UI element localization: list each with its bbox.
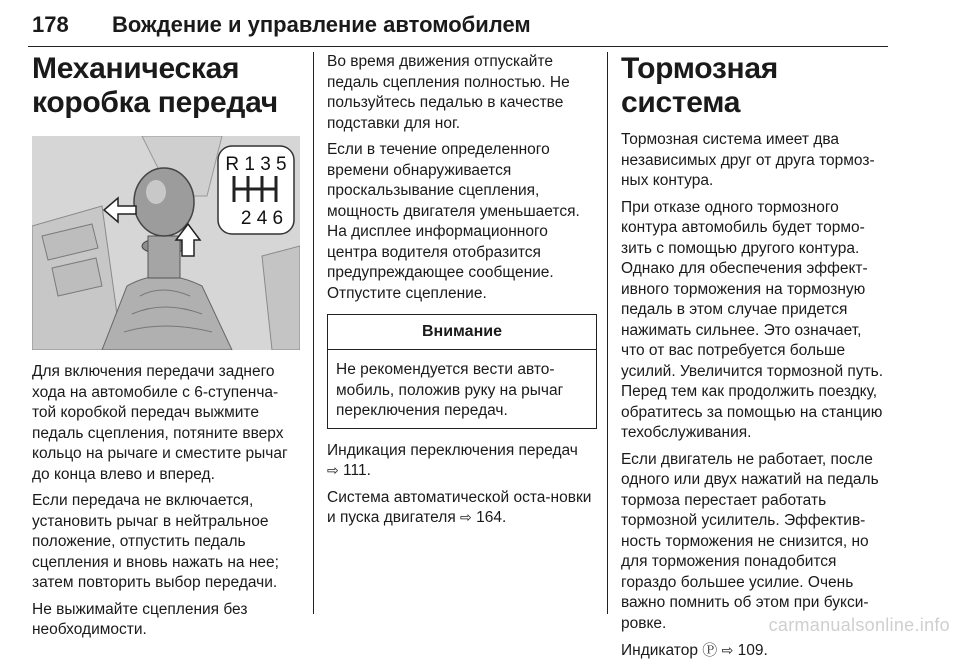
column-divider (607, 52, 608, 614)
column-middle (327, 52, 597, 535)
paragraph: При отказе одного тормозного контура автомобиль будет тормо-зить с помощью другого контура. Однако для обеспечения эффект-ивного торможения на тормозную педаль в этом случае придется нажимать сильнее. Это означает, что от вас потребуется больше усилий. Увеличится тормозной путь. Перед тем как продолжить поездку, обратитесь за помощью на станцию техобслуживания. (621, 198, 884, 441)
page-header (28, 6, 888, 47)
paragraph: Если в течение определенного времени обнаруживается проскальзывание сцепления, мощность двигателя уменьшается. На дисплее информационного центра водителя отобразится предупреждающее сообщение. Отпустите сцепление. (327, 141, 580, 302)
gear-lever-drawing (32, 136, 300, 350)
heading-line: коробка передач (32, 86, 278, 119)
paragraph: Во время движения отпускайте педаль сцепления полностью. Не пользуйтесь педалью в качестве подставки для ног. (327, 53, 570, 132)
page-reference-arrow-icon: ⇨ (721, 643, 734, 659)
brake-indicator-icon: Ⓟ (702, 641, 718, 659)
reference-text: Система автоматической оста-новки и пуска двигателя (327, 488, 592, 526)
paragraph-with-reference (327, 441, 597, 482)
section-heading-brake-system: Тормозная система (621, 52, 778, 119)
paragraph: Если передача не включается, установить рычаг в нейтральное положение, отпустить педаль сцепления и вновь нажать на нее; затем повторить выбор передачи. (32, 492, 279, 591)
paragraph: Не выжимайте сцепления без необходимости. (32, 600, 248, 638)
page-reference-link[interactable]: 111. (343, 462, 371, 479)
column-right (621, 52, 889, 668)
gear-pattern-bottom: 2 4 6 (240, 208, 284, 229)
column-divider (313, 52, 314, 614)
page-number: 178 (32, 12, 69, 37)
caution-box (327, 314, 597, 429)
reference-text: Индикация переключения передач (327, 441, 578, 459)
reference-text: Индикатор (621, 642, 698, 659)
chapter-title: Вождение и управление автомобилем (112, 12, 531, 37)
paragraph-with-reference (621, 640, 889, 662)
paragraph: Если двигатель не работает, после одного или двух нажатий на педаль тормоза перестает работать тормозной усилитель. Эффектив-ность торможения не снизится, но для торможения понадобится гораздо большее усилие. Очень важно помнить об этом при букси-ровке. (621, 450, 879, 632)
caution-body: Не рекомендуется вести авто-мобиль, положив руку на рычаг переключения передач. (336, 361, 564, 419)
watermark: carmanualsonline.info (768, 615, 950, 635)
paragraph-with-reference (327, 488, 597, 529)
page-reference-link[interactable]: 164. (476, 509, 507, 526)
paragraph: Тормозная система имеет два независимых друг от друга тормоз-ных контура. (621, 131, 875, 189)
page-reference-link[interactable]: 109. (737, 642, 768, 659)
caution-title: Внимание (328, 315, 596, 350)
column-left (32, 52, 300, 647)
heading-line: Механическая (32, 52, 240, 85)
paragraph: Для включения передачи заднего хода на автомобиле с 6-ступенча-той коробкой передач выжмите педаль сцепления, потяните вверх кольцо на рычаге и сместите рычаг до конца влево и вперед. (32, 363, 288, 483)
gear-lever-illustration (32, 136, 300, 350)
page-reference-arrow-icon: ⇨ (460, 510, 472, 526)
section-heading-manual-gearbox (32, 52, 300, 120)
gear-pattern-top: R 1 3 5 (225, 154, 287, 175)
page-reference-arrow-icon: ⇨ (327, 463, 339, 479)
